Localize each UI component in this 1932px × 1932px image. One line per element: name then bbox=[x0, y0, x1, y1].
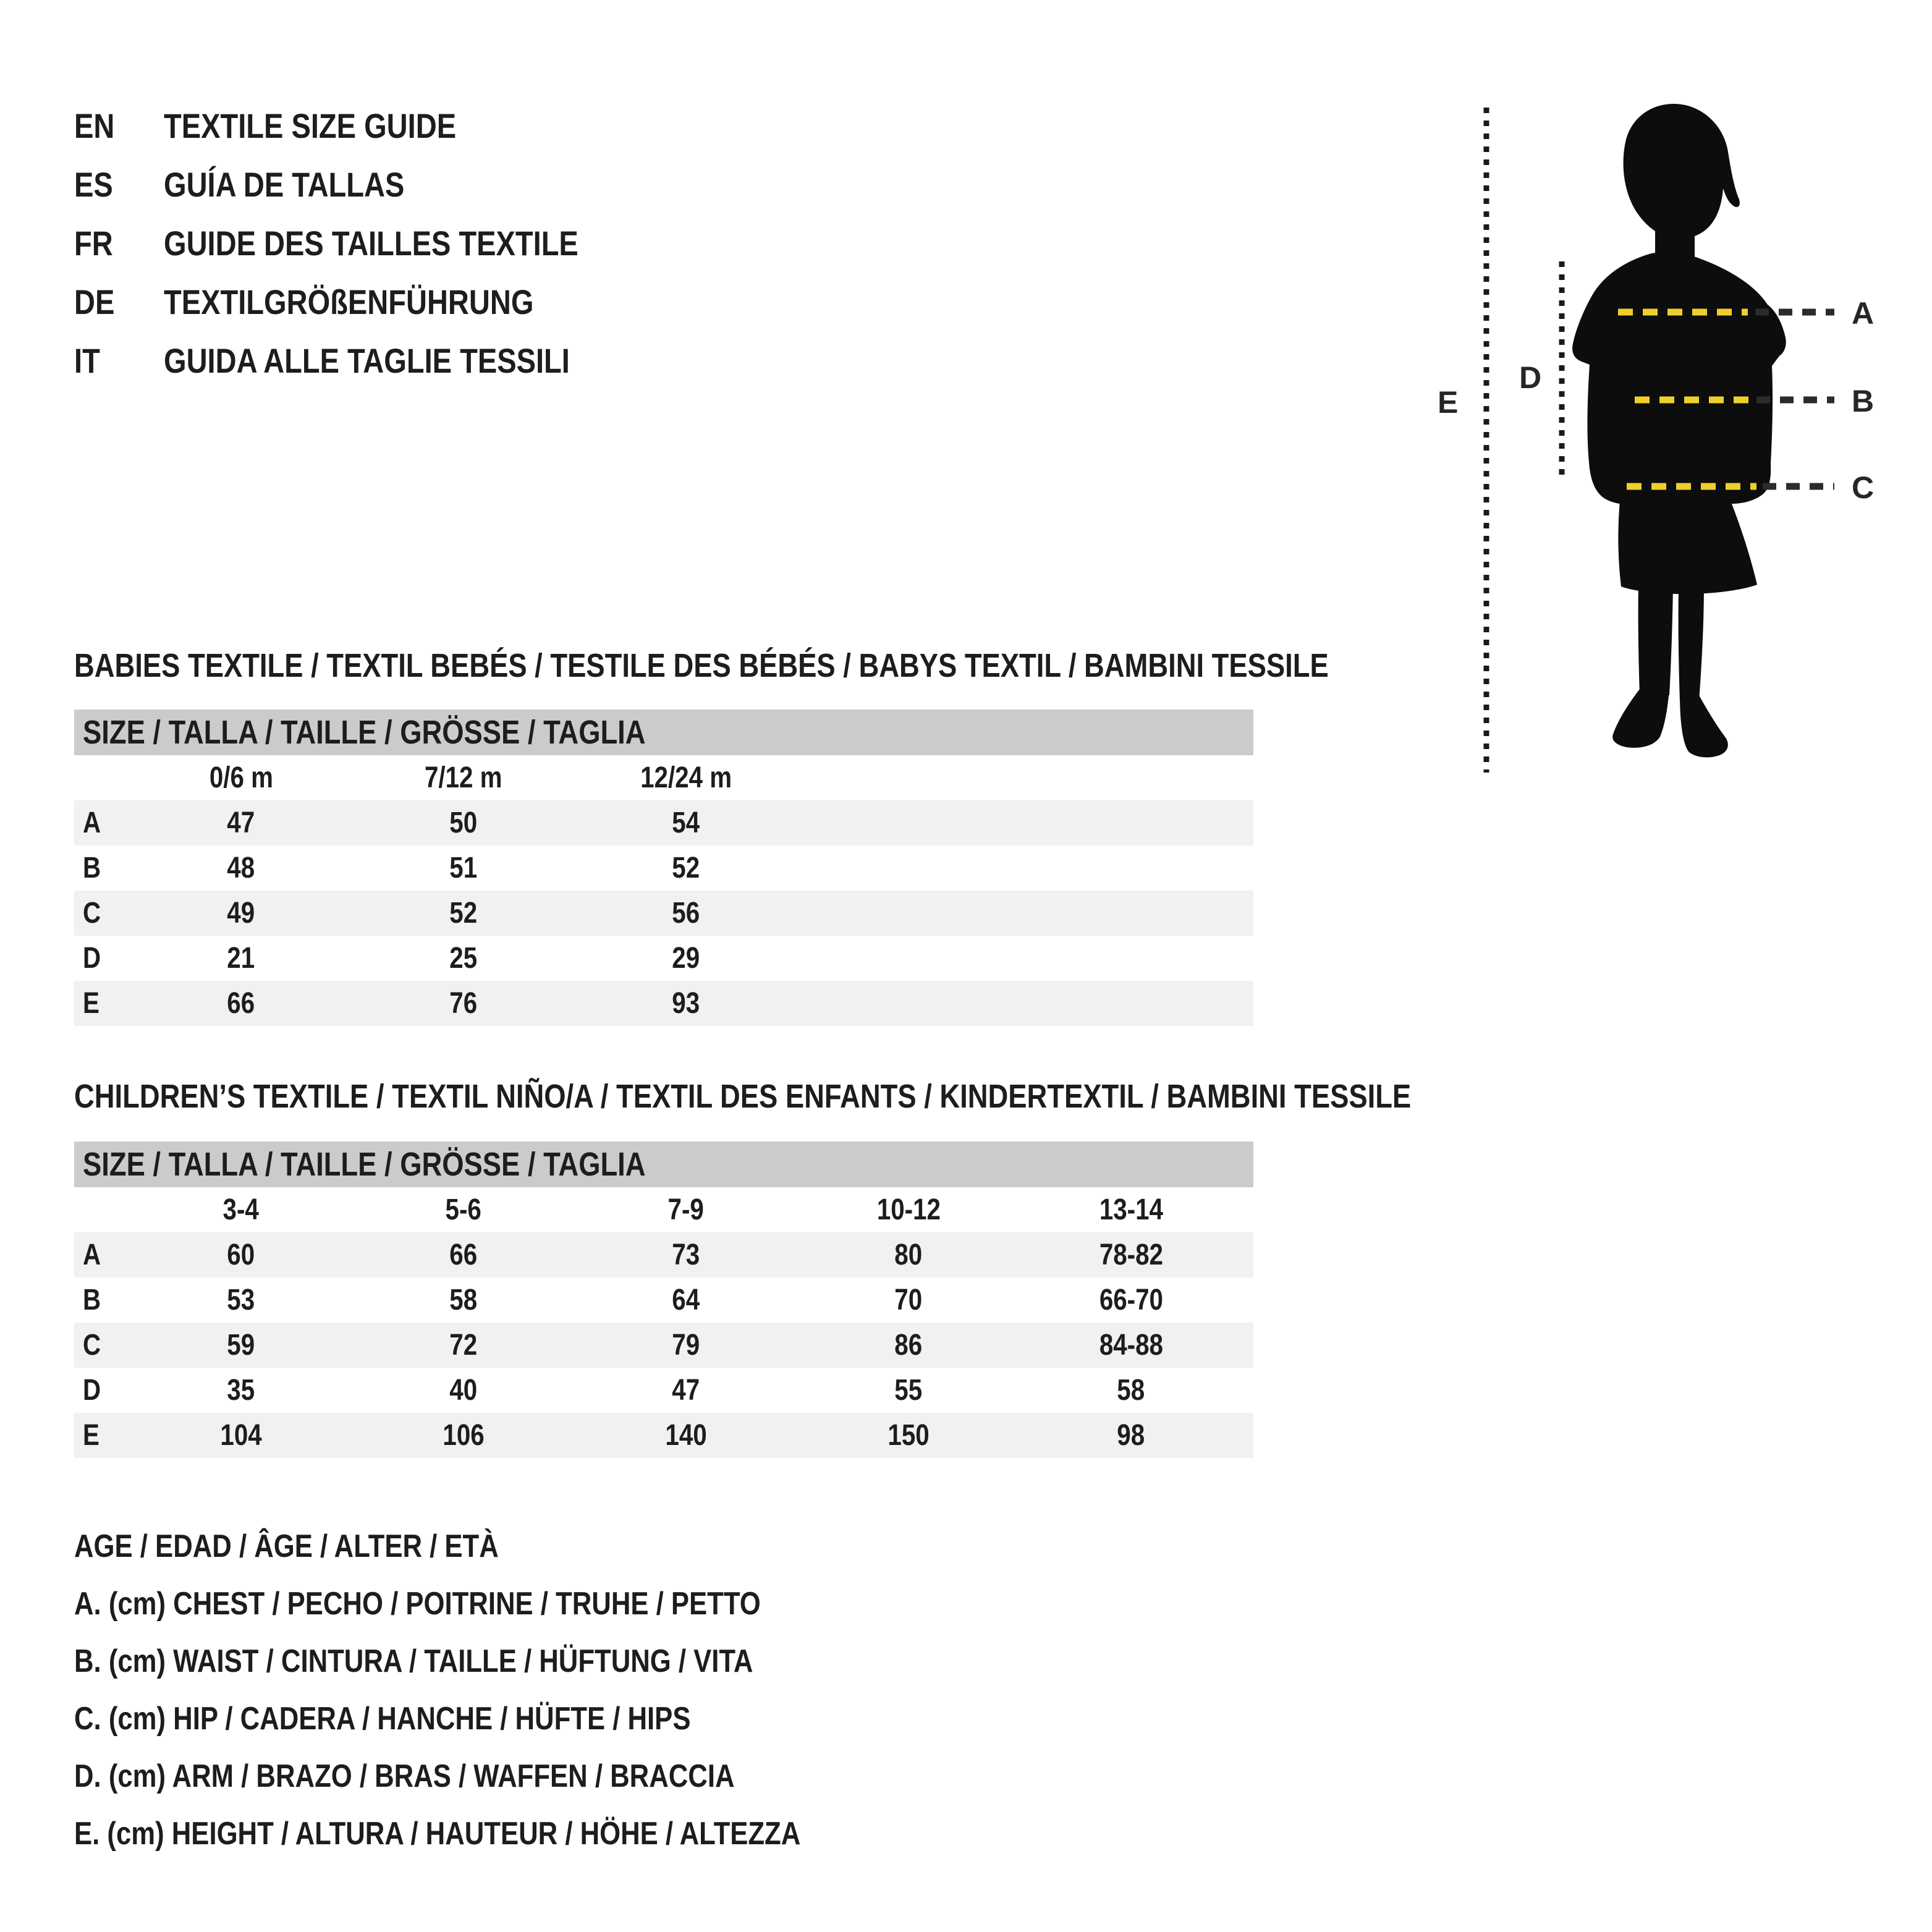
children-size-header-text: SIZE / TALLA / TAILLE / GRÖSSE / TAGLIA bbox=[83, 1146, 646, 1183]
language-title: TEXTILGRÖßENFÜHRUNG bbox=[164, 282, 534, 321]
language-code: FR bbox=[74, 224, 113, 263]
value-text: 84-88 bbox=[1099, 1329, 1163, 1362]
value-text: 29 bbox=[672, 942, 700, 975]
row-label-text: A bbox=[83, 1239, 101, 1271]
babies-size-table bbox=[74, 710, 1253, 1026]
babies-column-header bbox=[352, 761, 575, 795]
value-cell bbox=[352, 851, 575, 885]
silhouette-right-leg bbox=[1679, 584, 1704, 701]
children-size-header-bar bbox=[74, 1142, 1253, 1187]
value-cell bbox=[575, 1328, 797, 1362]
row-label bbox=[74, 1418, 130, 1452]
row-label bbox=[74, 941, 130, 975]
language-row bbox=[74, 214, 658, 273]
children-column-header bbox=[797, 1193, 1020, 1227]
value-text: 53 bbox=[227, 1284, 255, 1316]
value-text: 56 bbox=[672, 897, 700, 930]
value-cell bbox=[130, 851, 352, 885]
value-text: 140 bbox=[665, 1419, 707, 1452]
value-text: 59 bbox=[227, 1329, 255, 1362]
row-label bbox=[74, 896, 130, 930]
row-label bbox=[74, 806, 130, 840]
value-cell bbox=[352, 896, 575, 930]
row-label-text: D bbox=[83, 1374, 101, 1407]
value-text: 60 bbox=[227, 1239, 255, 1271]
row-label bbox=[74, 1238, 130, 1272]
value-cell bbox=[575, 896, 797, 930]
language-code: EN bbox=[74, 106, 115, 145]
language-row bbox=[74, 331, 658, 390]
value-text: 98 bbox=[1117, 1419, 1145, 1452]
babies-column-header bbox=[575, 761, 797, 795]
value-text: 58 bbox=[449, 1284, 478, 1316]
value-cell bbox=[352, 1283, 575, 1317]
children-column-header-text: 7-9 bbox=[667, 1193, 705, 1226]
value-cell bbox=[575, 1373, 797, 1407]
row-label-text: B bbox=[83, 1284, 101, 1316]
value-cell bbox=[575, 986, 797, 1020]
row-label-text: C bbox=[83, 1329, 101, 1362]
babies-size-header-bar bbox=[74, 710, 1253, 755]
value-text: 51 bbox=[449, 852, 478, 884]
table-row bbox=[74, 1232, 1253, 1277]
value-text: 21 bbox=[227, 942, 255, 975]
row-label-text: E bbox=[83, 987, 100, 1020]
value-cell bbox=[575, 851, 797, 885]
table-row bbox=[74, 1413, 1253, 1458]
value-text: 47 bbox=[227, 807, 255, 839]
children-column-header-text: 13-14 bbox=[1099, 1193, 1163, 1226]
value-cell bbox=[130, 1283, 352, 1317]
value-cell bbox=[575, 941, 797, 975]
figure-label-E: E bbox=[1438, 385, 1459, 420]
legend-line bbox=[74, 1690, 939, 1747]
babies-section-heading bbox=[74, 646, 1567, 685]
children-section-heading bbox=[74, 1077, 1666, 1116]
row-label bbox=[74, 986, 130, 1020]
table-row bbox=[74, 936, 1253, 981]
value-cell bbox=[797, 1283, 1020, 1317]
measurement-figure bbox=[1409, 62, 1932, 803]
figure-label-A: A bbox=[1852, 296, 1875, 331]
value-cell bbox=[130, 1328, 352, 1362]
silhouette-shirt bbox=[1572, 252, 1786, 504]
value-text: 76 bbox=[449, 987, 478, 1020]
language-row bbox=[74, 155, 658, 214]
value-cell bbox=[575, 1418, 797, 1452]
figure-label-D: D bbox=[1519, 360, 1542, 395]
legend-line-text: B. (cm) WAIST / CINTURA / TAILLE / HÜFTUNG / VITA bbox=[74, 1643, 753, 1679]
children-column-header bbox=[130, 1193, 352, 1227]
value-text: 40 bbox=[449, 1374, 478, 1407]
legend-line-text: A. (cm) CHEST / PECHO / POITRINE / TRUHE / PETTO bbox=[74, 1585, 761, 1622]
legend-line bbox=[74, 1517, 939, 1575]
value-cell bbox=[352, 1328, 575, 1362]
value-text: 70 bbox=[894, 1284, 923, 1316]
table-row bbox=[74, 891, 1253, 936]
legend-line-text: C. (cm) HIP / CADERA / HANCHE / HÜFTE / HIPS bbox=[74, 1700, 691, 1737]
value-text: 47 bbox=[672, 1374, 700, 1407]
children-column-header-text: 5-6 bbox=[445, 1193, 482, 1226]
language-code: ES bbox=[74, 165, 113, 204]
children-column-header-row bbox=[74, 1187, 1253, 1232]
value-cell bbox=[352, 986, 575, 1020]
value-text: 86 bbox=[894, 1329, 923, 1362]
table-row bbox=[74, 800, 1253, 845]
row-label bbox=[74, 851, 130, 885]
language-title: GUIDA ALLE TAGLIE TESSILI bbox=[164, 341, 570, 380]
value-text: 150 bbox=[888, 1419, 930, 1452]
value-cell bbox=[352, 1418, 575, 1452]
value-text: 79 bbox=[672, 1329, 700, 1362]
babies-heading-text: BABIES TEXTILE / TEXTIL BEBÉS / TESTILE DES BÉBÉS / BABYS TEXTIL / BAMBINI TESSILE bbox=[74, 647, 1329, 684]
value-cell bbox=[130, 986, 352, 1020]
babies-column-header-text: 7/12 m bbox=[425, 761, 502, 794]
legend-line-text: D. (cm) ARM / BRAZO / BRAS / WAFFEN / BRACCIA bbox=[74, 1758, 735, 1794]
legend-line-text: AGE / EDAD / ÂGE / ALTER / ETÀ bbox=[74, 1528, 499, 1564]
table-row bbox=[74, 1368, 1253, 1413]
value-cell bbox=[1020, 1238, 1242, 1272]
row-label bbox=[74, 1283, 130, 1317]
value-cell bbox=[130, 1418, 352, 1452]
value-cell bbox=[352, 806, 575, 840]
silhouette-right-shoe bbox=[1680, 695, 1728, 757]
value-cell bbox=[1020, 1418, 1242, 1452]
row-label-text: C bbox=[83, 897, 101, 930]
row-label-text: D bbox=[83, 942, 101, 975]
language-code: DE bbox=[74, 282, 115, 321]
language-row bbox=[74, 96, 658, 155]
value-text: 50 bbox=[449, 807, 478, 839]
table-row bbox=[74, 1277, 1253, 1323]
value-text: 66 bbox=[449, 1239, 478, 1271]
value-cell bbox=[130, 1238, 352, 1272]
value-cell bbox=[130, 1373, 352, 1407]
value-cell bbox=[352, 1238, 575, 1272]
legend-line bbox=[74, 1575, 939, 1632]
children-column-header-text: 3-4 bbox=[222, 1193, 260, 1226]
value-cell bbox=[575, 1283, 797, 1317]
value-cell bbox=[1020, 1328, 1242, 1362]
child-silhouette-icon bbox=[1572, 104, 1786, 757]
value-cell bbox=[1020, 1373, 1242, 1407]
value-cell bbox=[797, 1238, 1020, 1272]
value-cell bbox=[130, 896, 352, 930]
value-text: 106 bbox=[443, 1419, 485, 1452]
legend-line bbox=[74, 1632, 939, 1690]
value-text: 58 bbox=[1117, 1374, 1145, 1407]
value-text: 52 bbox=[672, 852, 700, 884]
children-heading-text: CHILDREN’S TEXTILE / TEXTIL NIÑO/A / TEXTIL DES ENFANTS / KINDERTEXTIL / BAMBINI TESSILE bbox=[74, 1078, 1412, 1115]
babies-size-header-text: SIZE / TALLA / TAILLE / GRÖSSE / TAGLIA bbox=[83, 714, 646, 751]
value-text: 66-70 bbox=[1099, 1284, 1163, 1316]
language-row bbox=[74, 273, 658, 331]
value-text: 49 bbox=[227, 897, 255, 930]
value-text: 73 bbox=[672, 1239, 700, 1271]
legend-line bbox=[74, 1805, 939, 1862]
silhouette-left-leg bbox=[1638, 584, 1673, 695]
value-text: 64 bbox=[672, 1284, 700, 1316]
value-cell bbox=[130, 806, 352, 840]
children-column-header bbox=[1020, 1193, 1242, 1227]
silhouette-shorts bbox=[1618, 494, 1757, 594]
value-text: 48 bbox=[227, 852, 255, 884]
figure-label-B: B bbox=[1852, 384, 1875, 418]
row-label bbox=[74, 1373, 130, 1407]
value-text: 52 bbox=[449, 897, 478, 930]
value-cell bbox=[575, 1238, 797, 1272]
value-text: 25 bbox=[449, 942, 478, 975]
babies-column-header-text: 12/24 m bbox=[640, 761, 732, 794]
language-title: GUÍA DE TALLAS bbox=[164, 165, 405, 204]
value-cell bbox=[352, 1373, 575, 1407]
silhouette-left-shoe bbox=[1612, 689, 1669, 748]
children-size-table bbox=[74, 1142, 1253, 1458]
table-row bbox=[74, 845, 1253, 891]
value-cell bbox=[575, 806, 797, 840]
value-text: 72 bbox=[449, 1329, 478, 1362]
value-cell bbox=[130, 941, 352, 975]
children-rows bbox=[74, 1232, 1253, 1458]
language-title: TEXTILE SIZE GUIDE bbox=[164, 106, 457, 145]
babies-column-header-text: 0/6 m bbox=[209, 761, 273, 794]
value-text: 54 bbox=[672, 807, 700, 839]
language-list bbox=[74, 96, 658, 390]
value-text: 55 bbox=[894, 1374, 923, 1407]
row-label-text: B bbox=[83, 852, 101, 884]
children-column-header bbox=[575, 1193, 797, 1227]
legend-line-text: E. (cm) HEIGHT / ALTURA / HAUTEUR / HÖHE / ALTEZZA bbox=[74, 1815, 801, 1852]
babies-column-header bbox=[130, 761, 352, 795]
children-column-header bbox=[352, 1193, 575, 1227]
language-title: GUIDE DES TAILLES TEXTILE bbox=[164, 224, 578, 263]
value-text: 80 bbox=[894, 1239, 923, 1271]
value-text: 93 bbox=[672, 987, 700, 1020]
value-cell bbox=[797, 1418, 1020, 1452]
children-column-header-text: 10-12 bbox=[876, 1193, 941, 1226]
legend-line bbox=[74, 1747, 939, 1805]
row-label bbox=[74, 1328, 130, 1362]
value-text: 104 bbox=[220, 1419, 262, 1452]
language-code: IT bbox=[74, 341, 100, 380]
value-cell bbox=[1020, 1283, 1242, 1317]
value-text: 35 bbox=[227, 1374, 255, 1407]
babies-column-header-row bbox=[74, 755, 1253, 800]
value-text: 66 bbox=[227, 987, 255, 1020]
value-cell bbox=[352, 941, 575, 975]
value-cell bbox=[797, 1373, 1020, 1407]
table-row bbox=[74, 981, 1253, 1026]
babies-rows bbox=[74, 800, 1253, 1026]
row-label-text: A bbox=[83, 807, 101, 839]
measurement-legend bbox=[74, 1517, 939, 1862]
row-label-text: E bbox=[83, 1419, 100, 1452]
value-text: 78-82 bbox=[1099, 1239, 1163, 1271]
figure-label-C: C bbox=[1852, 470, 1875, 505]
table-row bbox=[74, 1323, 1253, 1368]
value-cell bbox=[797, 1328, 1020, 1362]
